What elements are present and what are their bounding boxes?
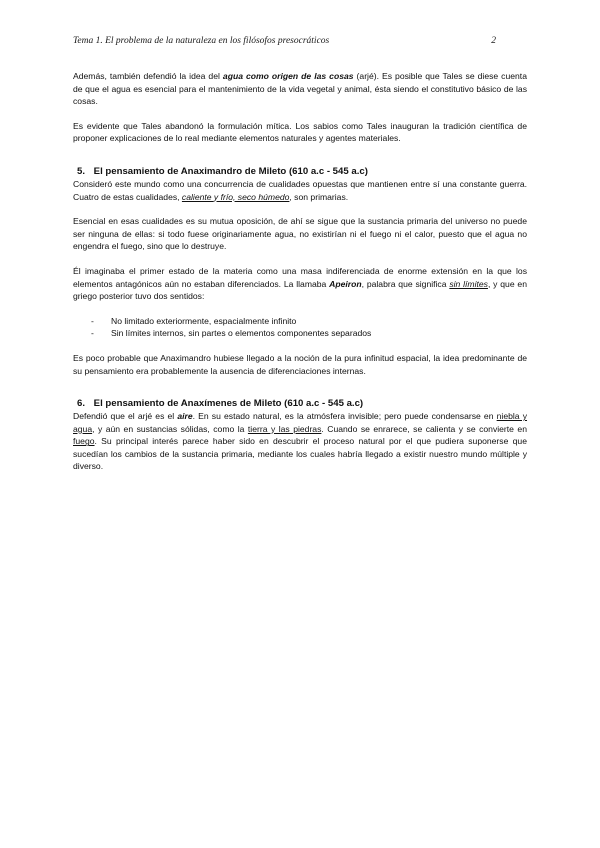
text-run: , son primarias. [289,191,349,202]
emphasis-text: aire [177,411,193,422]
text-run: . Su principal interés parece haber sido en descubrir el proceso natural por el que pudiera suponerse que sucedían los cambios de la sustancia primaria, mediante los cuales habría llegado a existir nuestro mundo múltiple y diverso. [73,436,527,472]
underlined-text: caliente y frío, seco húmedo [181,191,290,202]
text-run: . Cuando se enrarece, se calienta y se convierte en [321,423,527,434]
section-number: 5. [77,165,86,177]
paragraph-tales-water [73,70,527,108]
emphasis-text: agua como origen de las cosas [222,71,354,81]
text-run: Además, también defendió la idea del [73,71,223,81]
list-item [73,315,527,328]
emphasis-text: Apeiron [329,278,362,289]
paragraph-anaximandro-4: Es poco probable que Anaximandro hubiese llegado a la noción de la pura infinitud espacial, la idea predominante de su pensamiento era probablemente la ausencia de diferenciaciones internas. [73,352,527,376]
dash-bullet: - [91,315,94,326]
underlined-text: tierra y las piedras [247,423,322,434]
paragraph-anaximandro-2: Esencial en esas cualidades es su mutua oposición, de ahí se sigue que la sustancia primaria del universo no puede ser ninguna de ellas: si todo fuese originariamente agua, no existirían ni el fuego ni el calor, puesto que el agua no engendra el fuego, sino que lo destruye. [73,216,527,252]
list-item [73,327,527,340]
paragraph-anaximandro-1 [73,178,527,203]
section-number: 6. [77,398,86,410]
text-run: Él imaginaba el primer estado de la materia como una masa indiferenciada de enorme extensión en la que los elementos antagónicos aún no estaban diferenciados. La llamaba [73,265,527,289]
text-run: , palabra que significa [361,278,450,289]
running-title: Tema 1. El problema de la naturaleza en los filósofos presocráticos [73,36,330,46]
paragraph-anaximenes [73,410,527,473]
apeiron-senses-list [73,315,527,340]
paragraph-tales-myth: Es evidente que Tales abandonó la formulación mítica. Los sabios como Tales inauguran la tradición científica de proponer explicaciones de lo real mediante elementos naturales y agentes materiales. [73,120,527,144]
document-body [73,70,527,473]
underlined-text: fuego [73,436,95,447]
page-number: 2 [491,36,496,46]
section-title: El pensamiento de Anaxímenes de Mileto (610 a.c - 545 a.c) [93,398,364,410]
text-run: (arjé). Es posible que Tales se diese cuenta de que el agua es esencial para el mantenimiento de la vida vegetal y animal, ésta siendo el constitutivo básico de las cosas. [73,71,527,107]
list-item-text: No limitado exteriormente, espacialmente infinito [111,315,297,326]
list-item-text: Sin límites internos, sin partes o elementos componentes separados [111,328,372,339]
text-run: , y aún en sustancias sólidas, como la [92,423,248,434]
underlined-text: sin límites [449,278,488,289]
section-6-heading [73,397,527,410]
section-title: El pensamiento de Anaximandro de Mileto (610 a.c - 545 a.c) [93,165,368,177]
section-5-heading [73,165,527,178]
running-header [73,36,496,46]
dash-bullet: - [91,328,94,339]
paragraph-anaximandro-3 [73,265,527,303]
text-run: , y que en griego posterior tuvo dos sentidos: [73,278,527,302]
text-run: . En su estado natural, es la atmósfera invisible; pero puede condensarse en [192,411,497,422]
text-run: Defendió que el arjé es el [73,411,178,422]
underlined-text: niebla y agua [73,411,528,434]
text-run: Consideró este mundo como una concurrencia de cualidades opuestas que mantienen entre sí una constante guerra. Cuatro de estas cualidades, [73,178,527,202]
